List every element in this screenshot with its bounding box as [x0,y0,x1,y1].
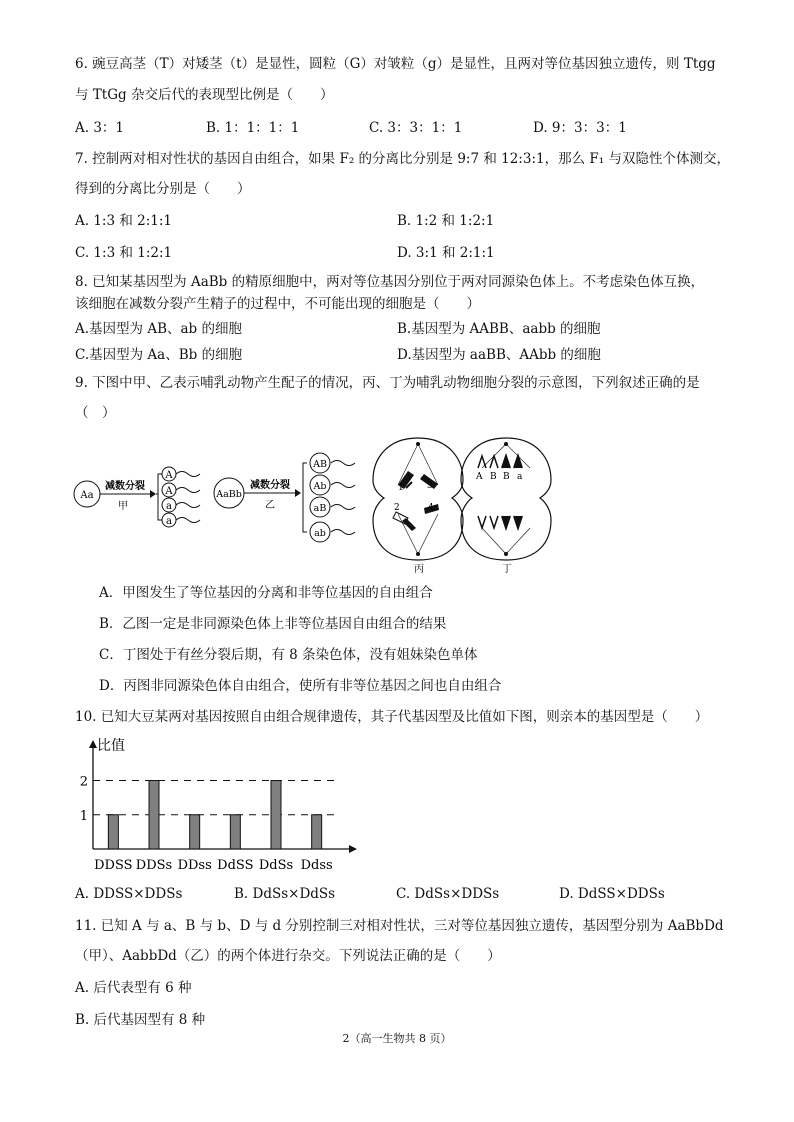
q8-option-b: B.基因型为 AABB、aabb 的细胞 [397,321,601,337]
chart-bar [108,815,118,849]
chart-y-tick-label: 2 [79,774,88,790]
chart-x-tick-label: DdSs [258,858,294,872]
q11-option-a: A. 后代表型有 6 种 [75,980,192,996]
svg-text:a: a [166,501,172,512]
svg-text:aB: aB [313,503,327,514]
q8-stem-line1: 8. 已知某基因型为 AaBb 的精原细胞中，两对等位基因分别位于两对同源染色体上。不考虑染色体互换， [75,274,705,290]
chart-y-axis-arrow [89,740,97,748]
q8-stem-line2: 该细胞在减数分裂产生精子的过程中，不可能出现的细胞是（ ） [75,296,480,312]
bing-label: 丙 [414,564,424,575]
svg-text:B: B [503,472,510,482]
q10-option-a: A. DDSS×DDSs [75,886,183,902]
chart-bar [312,815,322,849]
yi-gametes [310,453,355,542]
jia-label: 甲 [118,501,128,512]
chart-x-tick-label: DDss [177,858,212,872]
svg-text:ab: ab [314,528,326,539]
q11-option-b: B. 后代基因型有 8 种 [75,1012,206,1028]
meiosis-diagram [0,430,794,580]
q6-stem-line2: 与 TtGg 杂交后代的表现型比例是（ ） [75,87,334,103]
q6-option-d: D. 9：3：3：1 [533,120,627,136]
svg-text:1: 1 [398,483,404,493]
svg-text:A: A [165,486,173,497]
chart-bar [149,781,159,849]
q11-stem-line1: 11. 已知 A 与 a、B 与 b、D 与 d 分别控制三对相对性状，三对等位基因独立遗传，基因型分别为 AaBbDd [75,918,724,934]
jia-gametes [162,467,200,527]
page-footer: 2（高一生物共 8 页） [342,1032,452,1045]
chart-x-tick-label: Ddss [300,858,333,872]
yi-process-label: 减数分裂 [250,480,290,491]
q9-option-d: D．丙图非同源染色体自由组合，使所有非等位基因之间也自由组合 [99,678,502,694]
q7-option-b: B. 1:2 和 1:2:1 [397,213,495,229]
chart-y-tick-label: 1 [79,808,88,824]
q7-stem-line2: 得到的分离比分别是（ ） [75,181,251,197]
chart-x-tick-label: DDSS [94,858,133,872]
svg-text:2: 2 [394,503,400,513]
q10-option-c: C. DdSs×DDSs [396,886,500,902]
q10-option-d: D. DdSS×DDSs [559,886,665,902]
jia-parent-label: Aa [80,490,94,501]
bing-cell [373,438,463,575]
q9-stem-line1: 9. 下图中甲、乙表示哺乳动物产生配子的情况，丙、丁为哺乳动物细胞分裂的示意图，下列叙述正确的是 [75,375,700,391]
q10-stem: 10. 已知大豆某两对基因按照自由组合规律遗传，其子代基因型及比值如下图，则亲本的基因型是（ ） [75,709,709,725]
genotype-ratio-chart [75,732,365,872]
q7-option-c: C. 1:3 和 1:2:1 [75,245,173,261]
q6-stem-line1: 6. 豌豆高茎（T）对矮茎（t）是显性，圆粒（G）对皱粒（g）是显性，且两对等位基因独立遗传，则 Ttgg [75,56,716,72]
svg-text:AB: AB [313,459,327,470]
svg-text:3: 3 [427,481,433,491]
q6-option-b: B. 1：1：1：1 [206,120,300,136]
yi-parent-label: AaBb [216,489,242,500]
chart-bar [230,815,240,849]
svg-text:4: 4 [428,503,434,513]
q7-option-a: A. 1:3 和 2:1:1 [75,213,173,229]
chart-x-axis-arrow [349,845,357,853]
chart-bar [190,815,200,849]
yi-label: 乙 [265,500,275,511]
svg-text:A: A [165,470,173,481]
svg-text:B: B [490,472,497,482]
chart-y-label: 比值 [97,738,125,754]
q11-stem-line2: （甲）、AabbDd（乙）的两个体进行杂交。下列说法正确的是（ ） [75,948,501,964]
ding-cell [461,438,551,575]
svg-text:A: A [476,472,483,482]
chart-bar [271,781,281,849]
q7-stem-line1: 7. 控制两对相对性状的基因自由组合，如果 F₂ 的分离比分别是 9:7 和 12:3:1，那么 F₁ 与双隐性个体测交， [75,151,730,167]
q10-option-b: B. DdSs×DdSs [234,886,336,902]
chart-x-tick-label: DDSs [135,858,173,872]
q9-option-b: B．乙图一定是非同源染色体上非等位基因自由组合的结果 [99,616,447,632]
q7-option-d: D. 3:1 和 2:1:1 [397,245,495,261]
svg-text:a: a [517,472,523,482]
q9-stem-line2: （ ） [75,405,116,421]
q8-option-a: A.基因型为 AB、ab 的细胞 [75,321,242,337]
jia-process-label: 减数分裂 [105,481,145,492]
q6-option-c: C. 3：3：1：1 [369,120,463,136]
ding-label: 丁 [502,564,512,575]
svg-text:Ab: Ab [313,481,327,492]
q9-option-c: C．丁图处于有丝分裂后期，有 8 条染色体，没有姐妹染色单体 [99,647,478,663]
q9-option-a: A．甲图发生了等位基因的分离和非等位基因的自由组合 [99,585,433,601]
q8-option-d: D.基因型为 aaBB、AAbb 的细胞 [397,347,601,363]
q6-option-a: A. 3：1 [75,120,125,136]
q8-option-c: C.基因型为 Aa、Bb 的细胞 [75,347,243,363]
chart-x-tick-label: DdSS [217,858,254,872]
svg-text:a: a [166,516,172,527]
